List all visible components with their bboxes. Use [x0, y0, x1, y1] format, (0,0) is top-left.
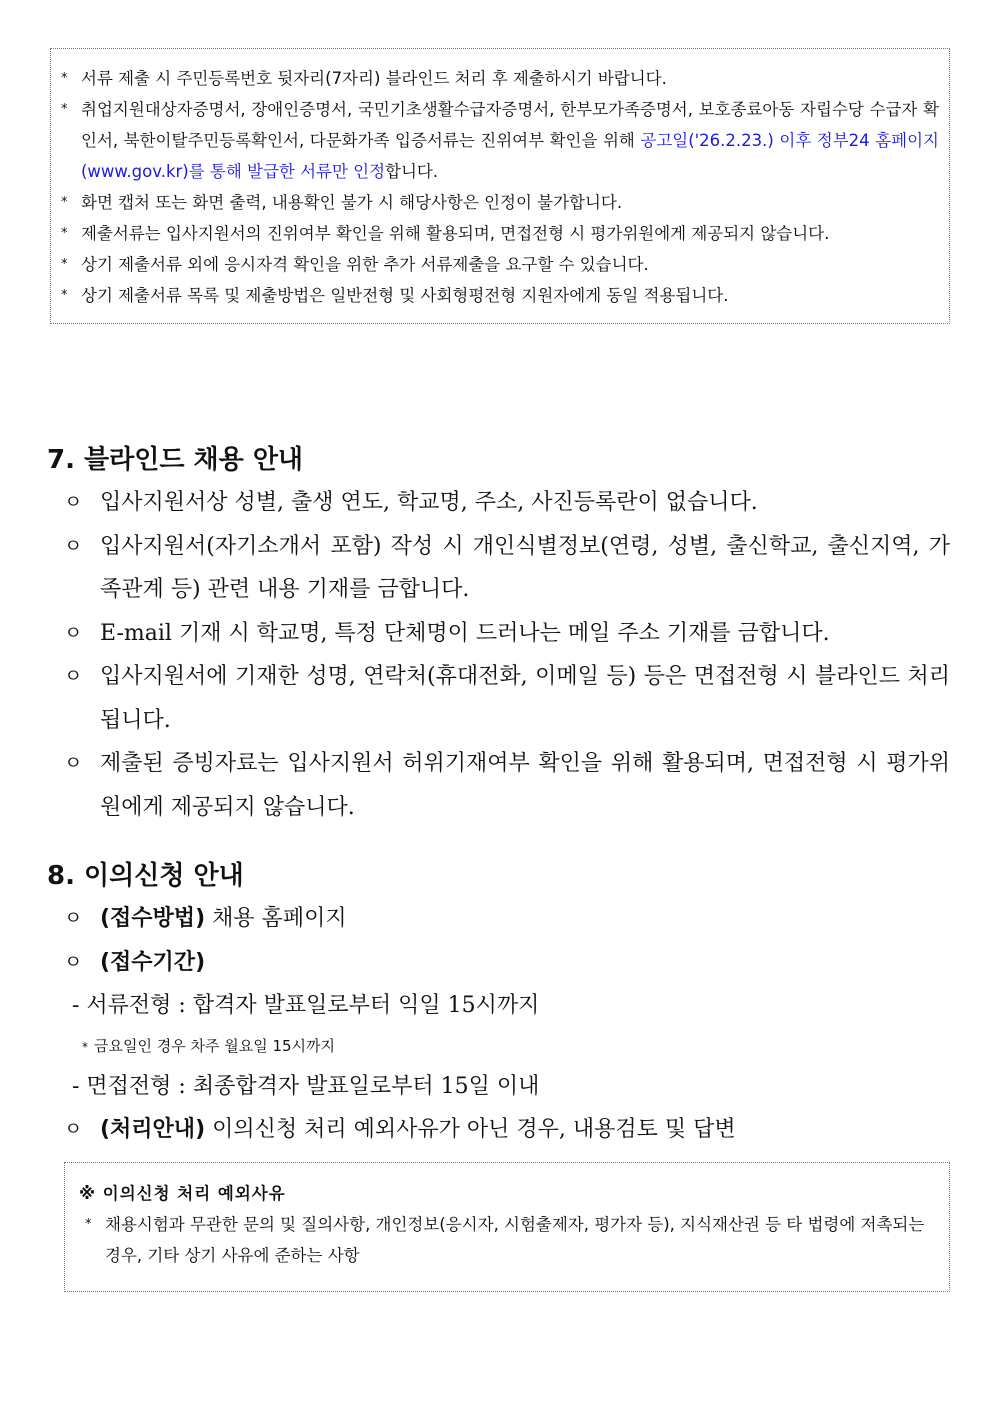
asterisk-icon: * [82, 1039, 88, 1054]
list-item [60, 941, 950, 985]
interview-stage-item: - 면접전형 : 최종합격자 발표일로부터 15일 이내 [72, 1073, 540, 1099]
document-stage-note [60, 1028, 950, 1065]
document-stage-item: - 서류전형 : 합격자 발표일로부터 익일 15시까지 [72, 993, 540, 1018]
list-item-text: 입사지원서(자기소개서 포함) 작성 시 개인식별정보(연령, 성별, 출신학교, 출신지역, 가족관계 등) 관련 내용 기재를 금합니다. [100, 533, 950, 602]
note-text: 서류 제출 시 주민등록번호 뒷자리(7자리) 블라인드 처리 후 제출하시기 바랍니다. [81, 69, 667, 88]
bullet-circle-icon: ㅇ [64, 621, 83, 644]
section-8-title: 8. 이의신청 안내 [47, 861, 244, 891]
note-item [59, 63, 939, 94]
asterisk-icon: * [61, 102, 68, 117]
asterisk-icon: * [61, 195, 68, 210]
exceptions-title: ※ 이의신청 처리 예외사유 [79, 1184, 286, 1203]
note-item [59, 280, 939, 311]
note-item [59, 218, 939, 249]
bullet-circle-icon: ㅇ [64, 752, 83, 774]
document-note-text: 금요일인 경우 차주 월요일 15시까지 [94, 1036, 336, 1055]
note-text: 취업지원대상자증명서, 장애인증명서, 국민기초생활수급자증명서, 한부모가족증명서, 보호종료아동 자립수당 수급자 확인서, 북한이탈주민등록확인서, 다문화가족 입증서류는 진위여부 확인을 위해 [81, 100, 939, 150]
bullet-circle-icon: ㅇ [64, 1118, 83, 1140]
note-item [59, 249, 939, 280]
bullet-circle-icon: ㅇ [64, 534, 83, 557]
note-text: 화면 캡처 또는 화면 출력, 내용확인 불가 시 해당사항은 인정이 불가합니다. [81, 193, 623, 212]
list-item-text: 제출된 증빙자료는 입사지원서 허위기재여부 확인을 위해 활용되며, 면접전형 시 평가위원에게 제공되지 않습니다. [100, 751, 950, 820]
note-item [59, 94, 939, 187]
bullet-circle-icon: ㅇ [64, 907, 83, 929]
note-item [59, 187, 939, 218]
list-item [60, 655, 950, 742]
asterisk-icon: * [61, 257, 68, 272]
asterisk-icon: * [61, 288, 68, 303]
asterisk-icon: * [61, 71, 68, 86]
list-item [60, 1108, 950, 1152]
note-text: 제출서류는 입사지원서의 진위여부 확인을 위해 활용되며, 면접전형 시 평가위원에게 제공되지 않습니다. [81, 224, 830, 243]
list-item [60, 481, 950, 525]
method-text: 채용 홈페이지 [205, 906, 347, 931]
process-text: 이의신청 처리 예외사유가 아닌 경우, 내용검토 및 답변 [205, 1117, 736, 1142]
exceptions-item [79, 1209, 935, 1271]
method-label: (접수방법) [100, 906, 206, 931]
section-7-title: 7. 블라인드 채용 안내 [47, 445, 304, 475]
bullet-circle-icon: ㅇ [64, 665, 83, 687]
list-item [60, 525, 950, 612]
list-item [60, 897, 950, 941]
period-label: (접수기간) [100, 949, 206, 975]
list-item [60, 742, 950, 829]
exceptions-text: 채용시험과 무관한 문의 및 질의사항, 개인정보(응시자, 시험출제자, 평가자 등), 지식재산권 등 타 법령에 저촉되는 경우, 기타 상기 사유에 준하는 사항 [105, 1215, 925, 1265]
asterisk-icon: * [61, 226, 68, 241]
list-item [60, 612, 950, 656]
list-item-text: E-mail 기재 시 학교명, 특정 단체명이 드러나는 메일 주소 기재를 금합니다. [100, 620, 830, 646]
note-highlight-text: 공고일('26.2.23.) 이후 정부24 홈페이지(www.gov.kr)를 통해 발급한 서류만 인정 [81, 131, 939, 181]
note-text: 합니다. [385, 162, 439, 181]
note-text: 상기 제출서류 외에 응시자격 확인을 위한 추가 서류제출을 요구할 수 있습니다. [81, 255, 649, 274]
list-item-text: 입사지원서상 성별, 출생 연도, 학교명, 주소, 사진등록란이 없습니다. [100, 490, 758, 515]
note-text: 상기 제출서류 목록 및 제출방법은 일반전형 및 사회형평전형 지원자에게 동일 적용됩니다. [81, 286, 729, 305]
process-label: (처리안내) [100, 1117, 206, 1142]
exceptions-box [64, 1162, 950, 1292]
section-7-list [60, 481, 950, 829]
asterisk-icon: * [85, 1217, 92, 1232]
submission-notes-box [50, 48, 950, 324]
bullet-circle-icon: ㅇ [64, 950, 83, 973]
section-8-list [60, 897, 950, 1152]
list-item-text: 입사지원서에 기재한 성명, 연락처(휴대전화, 이메일 등) 등은 면접전형 시 블라인드 처리됩니다. [100, 664, 950, 733]
bullet-circle-icon: ㅇ [64, 491, 83, 513]
